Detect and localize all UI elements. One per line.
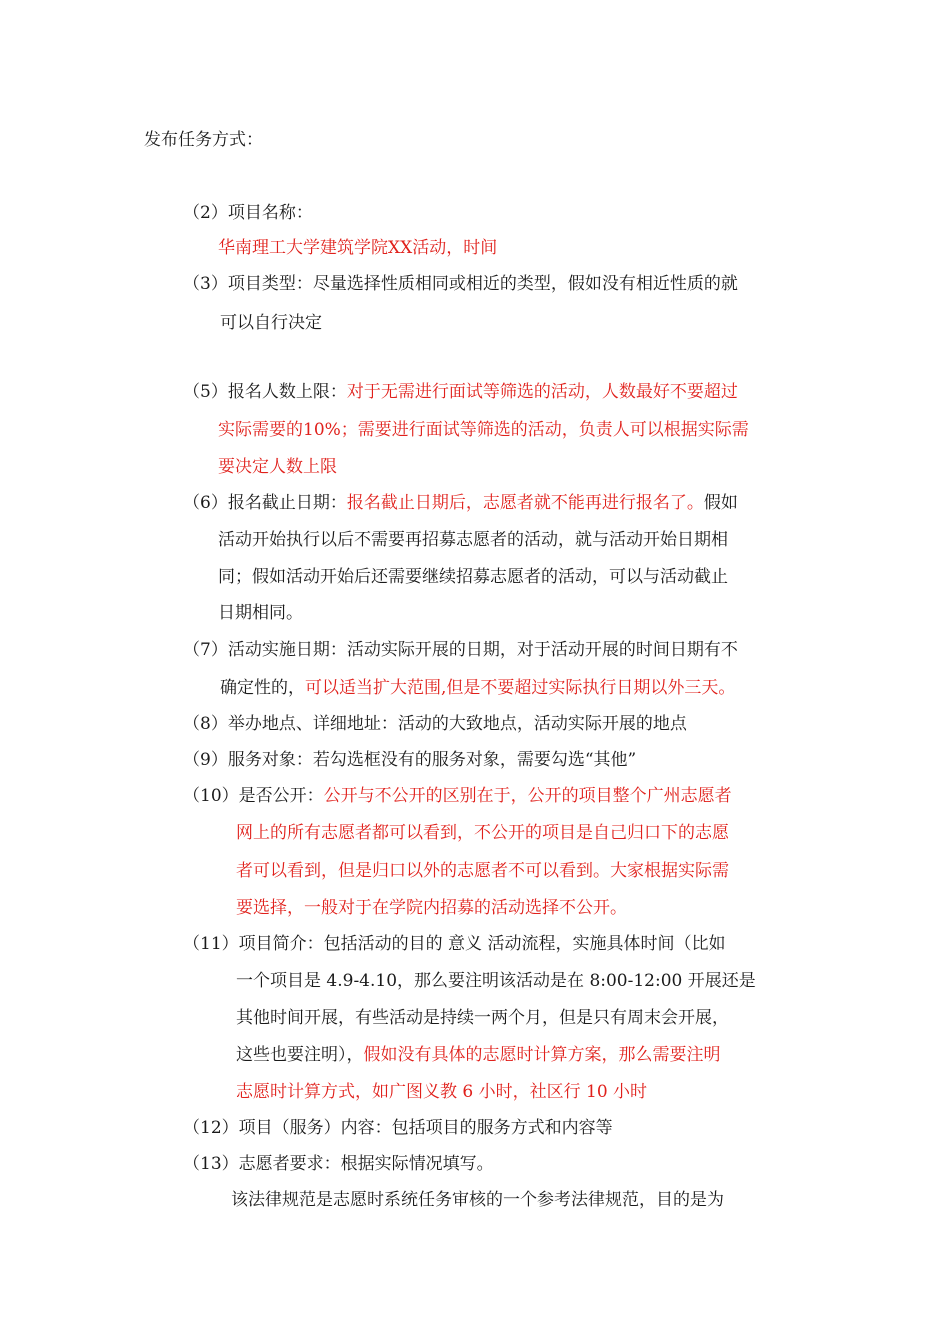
item-2-value: 华南理工大学建筑学院XX活动，时间 [218, 238, 498, 258]
item-5-line-1 [183, 380, 738, 404]
item-10-line-4: 要选择，一般对于在学院内招募的活动选择不公开。 [236, 898, 627, 918]
item-7-line-2 [220, 676, 735, 700]
item-6-label: （6）报名截止日期： [183, 493, 347, 513]
item-5-red-1: 对于无需进行面试等筛选的活动，人数最好不要超过 [346, 382, 738, 402]
item-5-line-3: 要决定人数上限 [218, 457, 337, 477]
item-2-label: （2）项目名称： [183, 203, 313, 223]
item-6-line-1 [183, 491, 738, 515]
item-10-label: （10）是否公开： [183, 786, 324, 806]
item-11-line-4 [236, 1043, 721, 1067]
item-6-rest: 假如 [703, 493, 738, 513]
item-11-line-1: （11）项目简介：包括活动的目的 意义 活动流程，实施具体时间（比如 [183, 934, 726, 954]
item-10-line-1 [183, 784, 732, 808]
item-10-line-2: 网上的所有志愿者都可以看到，不公开的项目是自己归口下的志愿 [236, 823, 729, 843]
item-5-line-2: 实际需要的10%；需要进行面试等筛选的活动，负责人可以根据实际需 [218, 420, 749, 440]
item-6-red: 报名截止日期后，志愿者就不能再进行报名了。 [346, 493, 704, 513]
closing-paragraph: 该法律规范是志愿时系统任务审核的一个参考法律规范，目的是为 [231, 1190, 724, 1210]
item-6-line-2: 活动开始执行以后不需要再招募志愿者的活动，就与活动开始日期相 [218, 530, 728, 550]
item-6-line-4: 日期相同。 [218, 603, 303, 623]
item-8: （8）举办地点、详细地址：活动的大致地点，活动实际开展的地点 [183, 714, 687, 734]
item-11-text: 这些也要注明）， [236, 1045, 364, 1065]
item-13: （13）志愿者要求：根据实际情况填写。 [183, 1154, 494, 1174]
item-3-line-2: 可以自行决定 [220, 313, 322, 333]
item-7-line-1: （7）活动实施日期：活动实际开展的日期，对于活动开展的时间日期有不 [183, 640, 738, 660]
item-3-line-1: （3）项目类型：尽量选择性质相同或相近的类型，假如没有相近性质的就 [183, 274, 738, 294]
item-6-line-3: 同；假如活动开始后还需要继续招募志愿者的活动，可以与活动截止 [218, 567, 728, 587]
item-11-line-5: 志愿时计算方式，如广图义教 6 小时，社区行 10 小时 [236, 1082, 648, 1102]
item-10-red-1: 公开与不公开的区别在于，公开的项目整个广州志愿者 [323, 786, 732, 806]
item-12: （12）项目（服务）内容：包括项目的服务方式和内容等 [183, 1118, 613, 1138]
item-11-line-2: 一个项目是 4.9-4.10，那么要注明该活动是在 8:00-12:00 开展还是 [236, 971, 756, 991]
section-heading: 发布任务方式： [144, 130, 263, 150]
item-11-line-3: 其他时间开展，有些活动是持续一两个月，但是只有周末会开展， [236, 1008, 729, 1028]
item-11-red-1: 假如没有具体的志愿时计算方案，那么需要注明 [363, 1045, 721, 1065]
item-9: （9）服务对象：若勾选框没有的服务对象，需要勾选“其他” [183, 750, 637, 770]
item-10-line-3: 者可以看到，但是归口以外的志愿者不可以看到。大家根据实际需 [236, 861, 729, 881]
item-5-label: （5）报名人数上限： [183, 382, 347, 402]
item-7-red: 可以适当扩大范围,但是不要超过实际执行日期以外三天。 [305, 678, 736, 698]
item-7-text: 确定性的， [220, 678, 305, 698]
